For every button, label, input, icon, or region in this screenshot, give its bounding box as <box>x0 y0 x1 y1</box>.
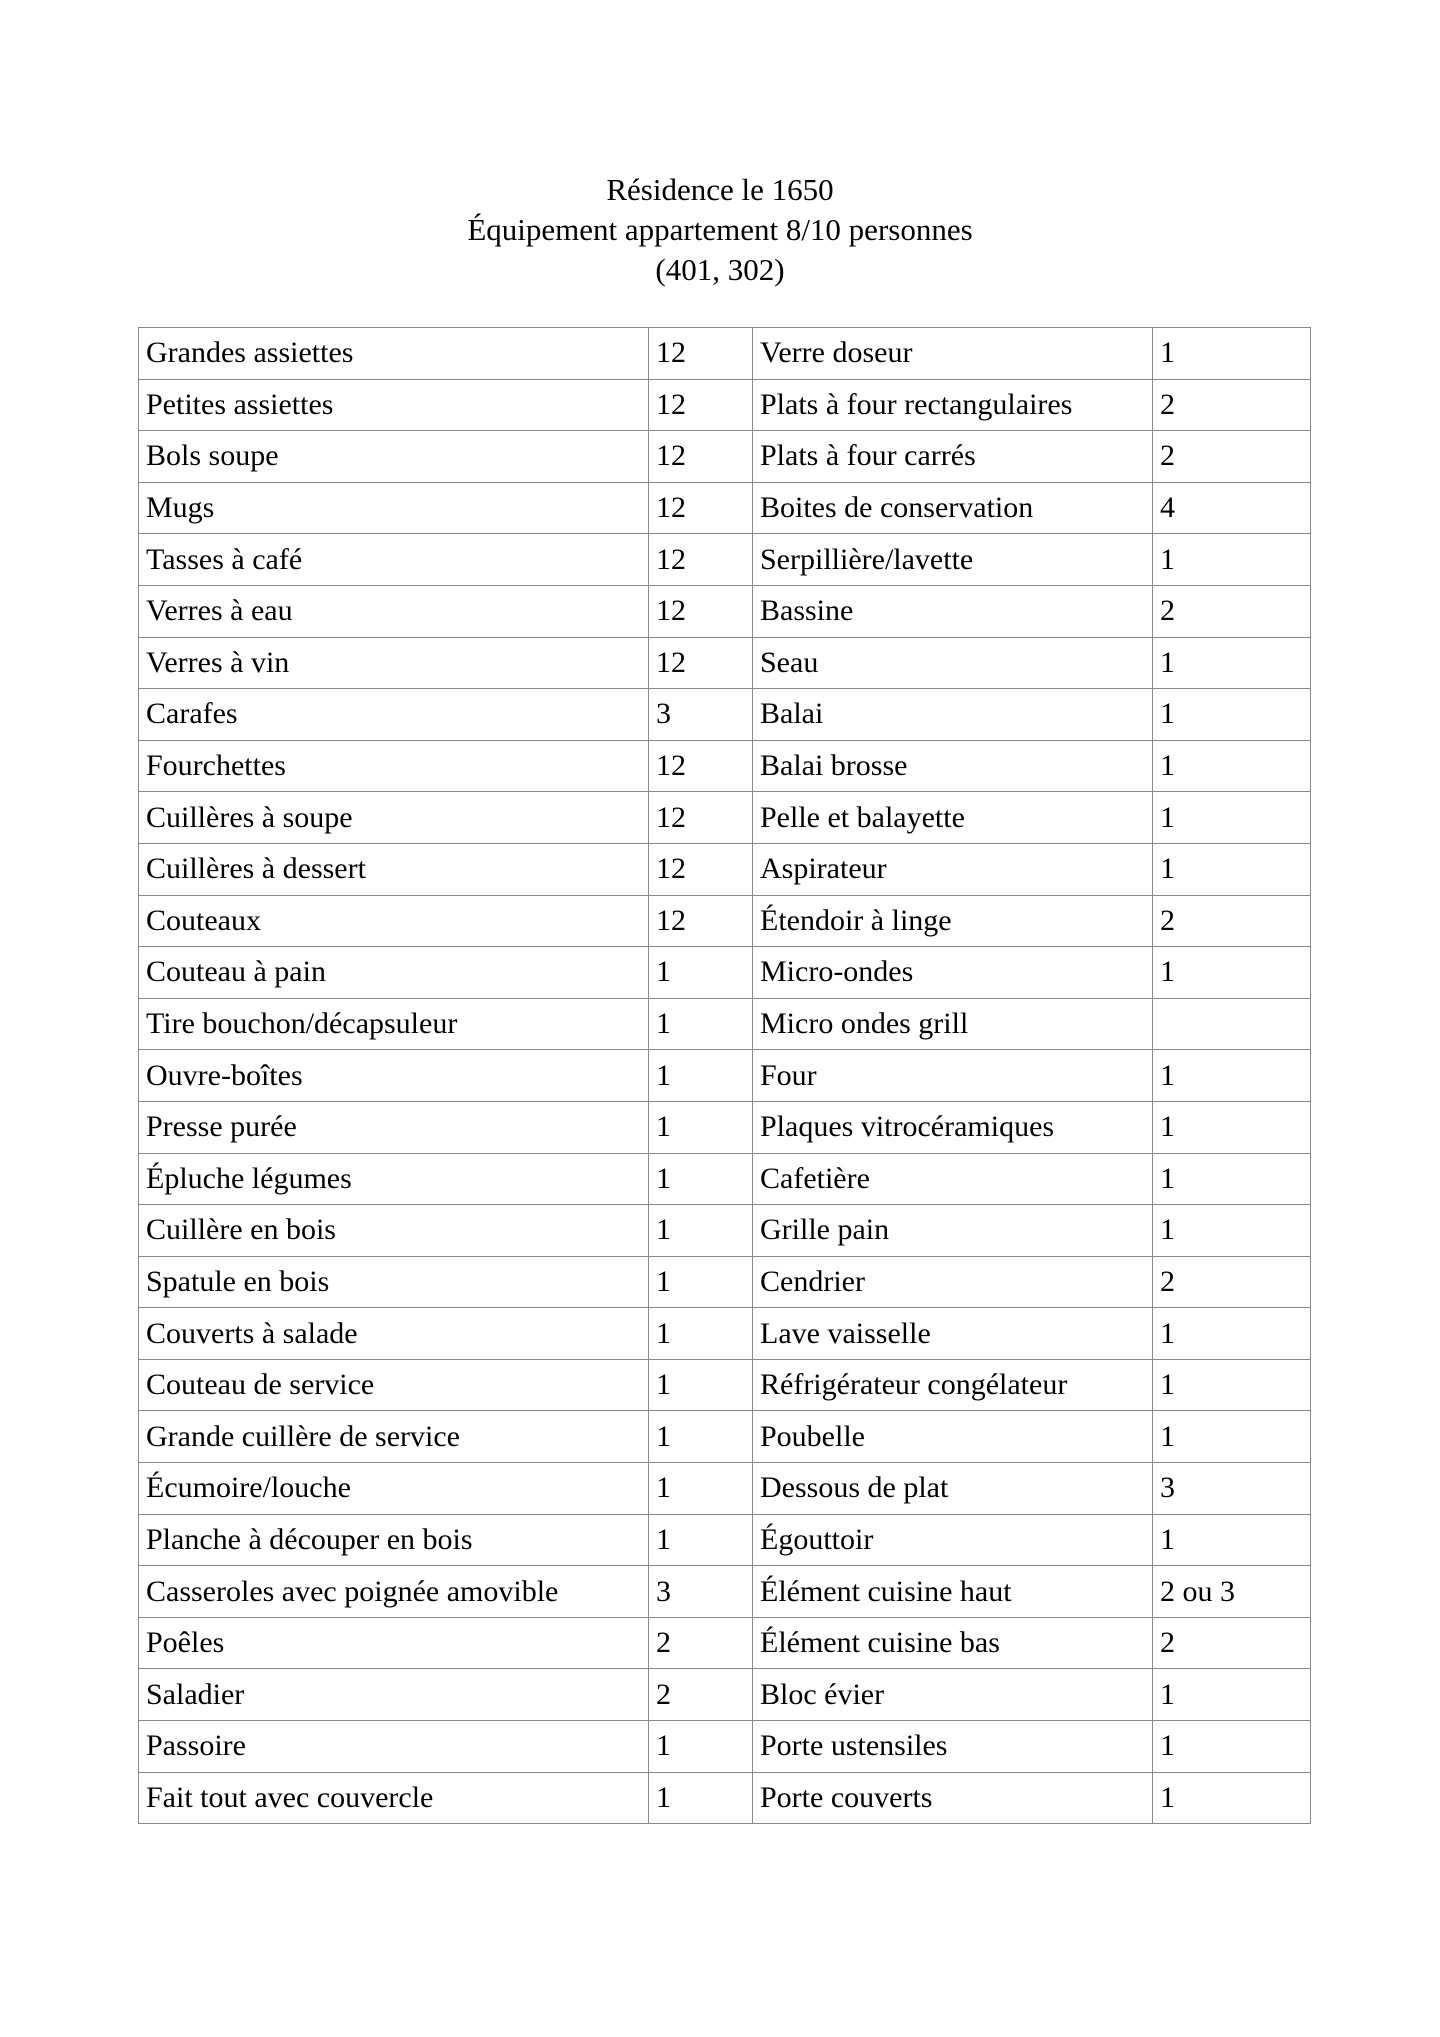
quantity-cell: 3 <box>1153 1463 1311 1515</box>
table-row <box>139 1669 1311 1721</box>
quantity-cell: 2 <box>649 1617 753 1669</box>
item-name-cell: Carafes <box>139 689 649 741</box>
table-row <box>139 1411 1311 1463</box>
quantity-cell: 2 <box>649 1669 753 1721</box>
table-row <box>139 1721 1311 1773</box>
equipment-subtitle: Équipement appartement 8/10 personnes <box>467 212 973 247</box>
quantity-cell: 2 <box>1153 1256 1311 1308</box>
residence-title: Résidence le 1650 <box>606 172 834 207</box>
quantity-cell: 1 <box>649 1514 753 1566</box>
quantity-cell: 1 <box>1153 1669 1311 1721</box>
quantity-cell: 1 <box>1153 843 1311 895</box>
quantity-cell: 1 <box>649 1721 753 1773</box>
quantity-cell: 1 <box>649 1772 753 1824</box>
item-name-cell: Pelle et balayette <box>753 792 1153 844</box>
apartment-numbers: (401, 302) <box>655 252 785 287</box>
item-name-cell: Balai <box>753 689 1153 741</box>
table-row <box>139 1617 1311 1669</box>
item-name-cell: Bloc évier <box>753 1669 1153 1721</box>
quantity-cell: 1 <box>1153 1308 1311 1360</box>
table-row <box>139 1153 1311 1205</box>
table-row <box>139 1050 1311 1102</box>
table-row <box>139 947 1311 999</box>
quantity-cell <box>1153 998 1311 1050</box>
item-name-cell: Couteaux <box>139 895 649 947</box>
quantity-cell: 1 <box>649 1308 753 1360</box>
item-name-cell: Verre doseur <box>753 328 1153 380</box>
table-row <box>139 1101 1311 1153</box>
table-row <box>139 689 1311 741</box>
item-name-cell: Égouttoir <box>753 1514 1153 1566</box>
quantity-cell: 1 <box>649 947 753 999</box>
quantity-cell: 1 <box>1153 328 1311 380</box>
item-name-cell: Mugs <box>139 482 649 534</box>
quantity-cell: 12 <box>649 482 753 534</box>
quantity-cell: 12 <box>649 895 753 947</box>
item-name-cell: Planche à découper en bois <box>139 1514 649 1566</box>
item-name-cell: Bassine <box>753 585 1153 637</box>
item-name-cell: Petites assiettes <box>139 379 649 431</box>
table-row <box>139 637 1311 689</box>
quantity-cell: 3 <box>649 1566 753 1618</box>
item-name-cell: Élément cuisine bas <box>753 1617 1153 1669</box>
quantity-cell: 2 <box>1153 379 1311 431</box>
quantity-cell: 12 <box>649 328 753 380</box>
table-row <box>139 1514 1311 1566</box>
quantity-cell: 12 <box>649 740 753 792</box>
quantity-cell: 2 <box>1153 1617 1311 1669</box>
item-name-cell: Casseroles avec poignée amovible <box>139 1566 649 1618</box>
table-row <box>139 1256 1311 1308</box>
table-row <box>139 482 1311 534</box>
quantity-cell: 12 <box>649 534 753 586</box>
item-name-cell: Poubelle <box>753 1411 1153 1463</box>
item-name-cell: Lave vaisselle <box>753 1308 1153 1360</box>
item-name-cell: Aspirateur <box>753 843 1153 895</box>
item-name-cell: Porte couverts <box>753 1772 1153 1824</box>
quantity-cell: 2 ou 3 <box>1153 1566 1311 1618</box>
quantity-cell: 1 <box>649 1153 753 1205</box>
item-name-cell: Grandes assiettes <box>139 328 649 380</box>
equipment-table-body <box>139 328 1311 1824</box>
table-row <box>139 1359 1311 1411</box>
quantity-cell: 2 <box>1153 895 1311 947</box>
item-name-cell: Couteau de service <box>139 1359 649 1411</box>
quantity-cell: 1 <box>1153 1101 1311 1153</box>
quantity-cell: 1 <box>1153 947 1311 999</box>
quantity-cell: 1 <box>1153 1772 1311 1824</box>
quantity-cell: 4 <box>1153 482 1311 534</box>
quantity-cell: 1 <box>1153 792 1311 844</box>
table-row <box>139 792 1311 844</box>
quantity-cell: 1 <box>1153 1514 1311 1566</box>
item-name-cell: Plats à four rectangulaires <box>753 379 1153 431</box>
item-name-cell: Passoire <box>139 1721 649 1773</box>
item-name-cell: Cafetière <box>753 1153 1153 1205</box>
item-name-cell: Saladier <box>139 1669 649 1721</box>
quantity-cell: 12 <box>649 637 753 689</box>
table-row <box>139 1566 1311 1618</box>
quantity-cell: 1 <box>649 1050 753 1102</box>
item-name-cell: Plaques vitrocéramiques <box>753 1101 1153 1153</box>
equipment-table <box>138 327 1311 1824</box>
quantity-cell: 1 <box>1153 637 1311 689</box>
table-row <box>139 1308 1311 1360</box>
table-row <box>139 585 1311 637</box>
quantity-cell: 1 <box>649 1101 753 1153</box>
item-name-cell: Grande cuillère de service <box>139 1411 649 1463</box>
quantity-cell: 12 <box>649 843 753 895</box>
item-name-cell: Presse purée <box>139 1101 649 1153</box>
table-row <box>139 1463 1311 1515</box>
item-name-cell: Cuillère en bois <box>139 1205 649 1257</box>
item-name-cell: Élément cuisine haut <box>753 1566 1153 1618</box>
item-name-cell: Étendoir à linge <box>753 895 1153 947</box>
table-row <box>139 431 1311 483</box>
item-name-cell: Micro ondes grill <box>753 998 1153 1050</box>
quantity-cell: 3 <box>649 689 753 741</box>
item-name-cell: Plats à four carrés <box>753 431 1153 483</box>
item-name-cell: Épluche légumes <box>139 1153 649 1205</box>
quantity-cell: 1 <box>1153 534 1311 586</box>
quantity-cell: 1 <box>649 1359 753 1411</box>
table-row <box>139 1772 1311 1824</box>
item-name-cell: Seau <box>753 637 1153 689</box>
item-name-cell: Fourchettes <box>139 740 649 792</box>
quantity-cell: 1 <box>1153 1050 1311 1102</box>
table-row <box>139 1205 1311 1257</box>
table-row <box>139 740 1311 792</box>
item-name-cell: Serpillière/lavette <box>753 534 1153 586</box>
quantity-cell: 12 <box>649 431 753 483</box>
table-row <box>139 534 1311 586</box>
item-name-cell: Dessous de plat <box>753 1463 1153 1515</box>
quantity-cell: 1 <box>1153 1721 1311 1773</box>
quantity-cell: 1 <box>1153 1153 1311 1205</box>
item-name-cell: Cuillères à dessert <box>139 843 649 895</box>
item-name-cell: Couteau à pain <box>139 947 649 999</box>
item-name-cell: Fait tout avec couvercle <box>139 1772 649 1824</box>
quantity-cell: 1 <box>649 1205 753 1257</box>
table-row <box>139 328 1311 380</box>
document-header <box>0 170 1440 290</box>
item-name-cell: Tire bouchon/décapsuleur <box>139 998 649 1050</box>
item-name-cell: Verres à eau <box>139 585 649 637</box>
item-name-cell: Cuillères à soupe <box>139 792 649 844</box>
item-name-cell: Réfrigérateur congélateur <box>753 1359 1153 1411</box>
table-row <box>139 998 1311 1050</box>
item-name-cell: Couverts à salade <box>139 1308 649 1360</box>
quantity-cell: 1 <box>1153 1205 1311 1257</box>
quantity-cell: 1 <box>1153 1359 1311 1411</box>
quantity-cell: 1 <box>1153 689 1311 741</box>
table-row <box>139 379 1311 431</box>
table-row <box>139 843 1311 895</box>
table-row <box>139 895 1311 947</box>
quantity-cell: 1 <box>649 1256 753 1308</box>
item-name-cell: Four <box>753 1050 1153 1102</box>
quantity-cell: 2 <box>1153 431 1311 483</box>
item-name-cell: Cendrier <box>753 1256 1153 1308</box>
item-name-cell: Balai brosse <box>753 740 1153 792</box>
item-name-cell: Verres à vin <box>139 637 649 689</box>
item-name-cell: Porte ustensiles <box>753 1721 1153 1773</box>
item-name-cell: Boites de conservation <box>753 482 1153 534</box>
item-name-cell: Bols soupe <box>139 431 649 483</box>
quantity-cell: 2 <box>1153 585 1311 637</box>
quantity-cell: 1 <box>1153 740 1311 792</box>
quantity-cell: 1 <box>1153 1411 1311 1463</box>
item-name-cell: Ouvre-boîtes <box>139 1050 649 1102</box>
quantity-cell: 1 <box>649 1463 753 1515</box>
item-name-cell: Grille pain <box>753 1205 1153 1257</box>
quantity-cell: 12 <box>649 585 753 637</box>
item-name-cell: Poêles <box>139 1617 649 1669</box>
quantity-cell: 12 <box>649 379 753 431</box>
quantity-cell: 1 <box>649 998 753 1050</box>
item-name-cell: Micro-ondes <box>753 947 1153 999</box>
quantity-cell: 12 <box>649 792 753 844</box>
item-name-cell: Spatule en bois <box>139 1256 649 1308</box>
item-name-cell: Tasses à café <box>139 534 649 586</box>
quantity-cell: 1 <box>649 1411 753 1463</box>
item-name-cell: Écumoire/louche <box>139 1463 649 1515</box>
